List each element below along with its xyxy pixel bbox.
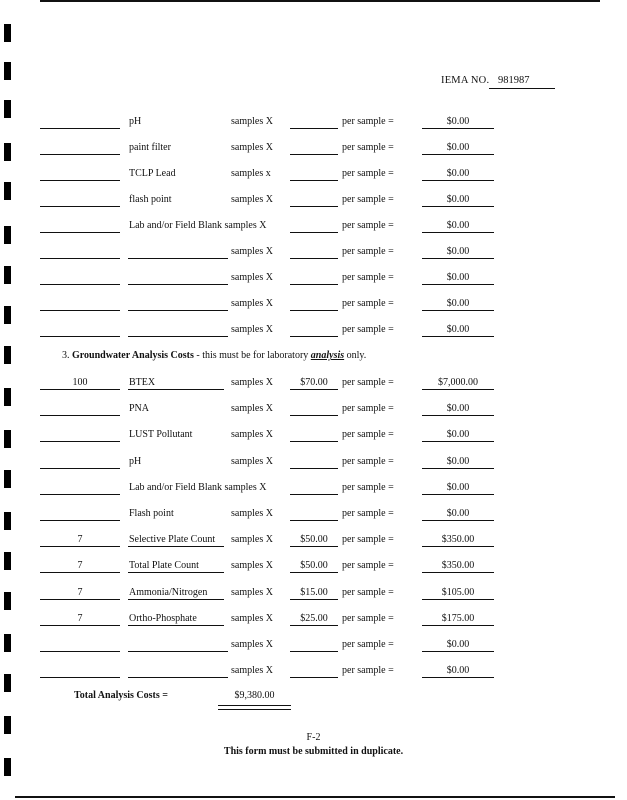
section-note: - this must be for laboratory [193, 350, 311, 361]
analysis-name: Lab and/or Field Blank samples X [129, 220, 267, 231]
margin-bar [4, 388, 11, 406]
margin-bar [4, 100, 11, 118]
per-sample-label: per sample = [342, 377, 394, 388]
analysis-name: paint filter [129, 142, 171, 153]
quantity-blank-line [40, 572, 120, 573]
samples-x-label: samples X [231, 508, 273, 519]
section-note-emphasis: analysis [310, 350, 345, 361]
row-cost: $350.00 [441, 534, 475, 546]
quantity-blank-line [40, 310, 120, 311]
cost-underline [422, 520, 494, 521]
quantity-blank-line [40, 128, 120, 129]
samples-x-label: samples X [231, 665, 273, 677]
cost-underline [422, 599, 494, 600]
rate-blank-line [290, 336, 338, 337]
quantity-blank-line [40, 651, 120, 652]
rate-per-sample: $50.00 [300, 560, 328, 572]
per-sample-label: per sample = [342, 508, 394, 519]
samples-x-label: samples X [231, 612, 273, 624]
analysis-name: TCLP Lead [129, 168, 176, 179]
analysis-underline [128, 546, 224, 547]
margin-bar [4, 24, 11, 42]
per-sample-label: per sample = [342, 194, 394, 205]
total-analysis-costs-label: Total Analysis Costs = [74, 690, 168, 701]
section-note-suffix: only. [344, 350, 367, 361]
analysis-blank-line [128, 284, 228, 285]
row-cost: $0.00 [446, 298, 470, 309]
analysis-name: Flash point [129, 508, 174, 519]
cost-underline [422, 468, 494, 469]
rate-blank-line [290, 310, 338, 311]
per-sample-label: per sample = [342, 142, 394, 153]
cost-underline [422, 284, 494, 285]
samples-x-label: samples X [231, 246, 273, 257]
cost-underline [422, 310, 494, 311]
cost-underline [422, 625, 494, 626]
per-sample-label: per sample = [342, 298, 394, 309]
per-sample-label: per sample = [342, 612, 394, 624]
cost-underline [422, 441, 494, 442]
rate-blank-line [290, 258, 338, 259]
rate-blank-line [290, 546, 338, 547]
rate-blank-line [290, 599, 338, 600]
quantity-blank-line [40, 389, 120, 390]
rate-blank-line [290, 520, 338, 521]
per-sample-label: per sample = [342, 560, 394, 572]
analysis-underline [128, 389, 224, 390]
row-cost: $0.00 [446, 142, 470, 153]
quantity-blank-line [40, 180, 120, 181]
analysis-name: Selective Plate Count [129, 534, 216, 546]
per-sample-label: per sample = [342, 586, 394, 598]
section-number: 3. [62, 350, 70, 361]
rate-per-sample: $15.00 [300, 586, 328, 598]
margin-bar [4, 512, 11, 530]
samples-x-label: samples X [231, 272, 273, 283]
rate-blank-line [290, 441, 338, 442]
total-underline-1 [218, 705, 291, 706]
margin-bar [4, 592, 11, 610]
samples-x-label: samples X [231, 194, 273, 205]
samples-x-label: samples X [231, 142, 273, 153]
per-sample-label: per sample = [342, 665, 394, 677]
samples-x-label: samples X [231, 455, 273, 467]
cost-underline [422, 206, 494, 207]
analysis-name: Ammonia/Nitrogen [129, 586, 208, 598]
rate-blank-line [290, 154, 338, 155]
row-cost: $0.00 [446, 508, 470, 519]
samples-x-label: samples X [231, 639, 273, 650]
rate-blank-line [290, 572, 338, 573]
total-analysis-costs-value: $9,380.00 [234, 690, 275, 701]
row-cost: $0.00 [446, 116, 470, 127]
cost-underline [422, 258, 494, 259]
ieam-number: 981987 [498, 75, 530, 86]
per-sample-label: per sample = [342, 220, 394, 231]
margin-bar [4, 552, 11, 570]
row-cost: $0.00 [446, 429, 470, 441]
rate-blank-line [290, 415, 338, 416]
quantity-blank-line [40, 677, 120, 678]
per-sample-label: per sample = [342, 246, 394, 257]
analysis-blank-line [128, 310, 228, 311]
cost-underline [422, 128, 494, 129]
cost-underline [422, 651, 494, 652]
margin-bar [4, 143, 11, 161]
rate-per-sample: $25.00 [300, 612, 328, 624]
per-sample-label: per sample = [342, 429, 394, 441]
row-cost: $0.00 [446, 194, 470, 205]
cost-underline [422, 494, 494, 495]
sample-quantity: 7 [77, 586, 83, 598]
sample-quantity: 7 [77, 560, 83, 572]
quantity-blank-line [40, 284, 120, 285]
row-cost: $7,000.00 [438, 377, 478, 388]
analysis-blank-line [128, 258, 228, 259]
rate-blank-line [290, 232, 338, 233]
row-cost: $0.00 [446, 403, 470, 415]
scan-edge-bottom [15, 796, 615, 798]
per-sample-label: per sample = [342, 455, 394, 467]
analysis-name: flash point [129, 194, 172, 205]
rate-blank-line [290, 284, 338, 285]
margin-bar [4, 306, 11, 324]
samples-x-label: samples x [231, 168, 271, 179]
rate-blank-line [290, 677, 338, 678]
duplicate-note: This form must be submitted in duplicate. [223, 746, 404, 757]
row-cost: $0.00 [446, 272, 470, 283]
margin-bar [4, 430, 11, 448]
margin-bar [4, 758, 11, 776]
margin-bar [4, 62, 11, 80]
rate-blank-line [290, 206, 338, 207]
margin-bar [4, 674, 11, 692]
margin-bar [4, 634, 11, 652]
rate-blank-line [290, 468, 338, 469]
per-sample-label: per sample = [342, 272, 394, 283]
row-cost: $0.00 [446, 324, 470, 335]
quantity-blank-line [40, 206, 120, 207]
margin-bar [4, 346, 11, 364]
analysis-underline [128, 572, 224, 573]
row-cost: $175.00 [441, 612, 475, 624]
samples-x-label: samples X [231, 298, 273, 309]
samples-x-label: samples X [231, 116, 273, 127]
quantity-blank-line [40, 258, 120, 259]
analysis-underline [128, 599, 224, 600]
per-sample-label: per sample = [342, 324, 394, 335]
analysis-name: Lab and/or Field Blank samples X [129, 481, 267, 493]
quantity-blank-line [40, 154, 120, 155]
analysis-blank-line [128, 677, 228, 678]
rate-blank-line [290, 128, 338, 129]
sample-quantity: 7 [77, 612, 83, 624]
quantity-blank-line [40, 336, 120, 337]
quantity-blank-line [40, 546, 120, 547]
cost-underline [422, 546, 494, 547]
analysis-blank-line [128, 336, 228, 337]
samples-x-label: samples X [231, 560, 273, 572]
per-sample-label: per sample = [342, 639, 394, 650]
analysis-name: pH [129, 455, 142, 467]
samples-x-label: samples X [231, 586, 273, 598]
quantity-blank-line [40, 625, 120, 626]
page-number: F-2 [306, 732, 321, 743]
per-sample-label: per sample = [342, 534, 394, 546]
row-cost: $0.00 [446, 665, 470, 677]
cost-underline [422, 415, 494, 416]
analysis-name: Total Plate Count [129, 560, 199, 572]
quantity-blank-line [40, 415, 120, 416]
rate-blank-line [290, 625, 338, 626]
samples-x-label: samples X [231, 534, 273, 546]
margin-bar [4, 470, 11, 488]
sample-quantity: 100 [72, 377, 88, 388]
cost-underline [422, 232, 494, 233]
rate-blank-line [290, 651, 338, 652]
ieam-label: IEMA NO. [441, 75, 490, 86]
per-sample-label: per sample = [342, 481, 394, 493]
quantity-blank-line [40, 232, 120, 233]
analysis-name: PNA [129, 403, 150, 415]
cost-underline [422, 389, 494, 390]
per-sample-label: per sample = [342, 403, 394, 415]
analysis-name: Ortho-Phosphate [129, 612, 197, 624]
cost-underline [422, 154, 494, 155]
analysis-underline [128, 625, 224, 626]
rate-per-sample: $70.00 [300, 377, 328, 388]
per-sample-label: per sample = [342, 168, 394, 179]
rate-per-sample: $50.00 [300, 534, 328, 546]
cost-underline [422, 572, 494, 573]
row-cost: $105.00 [441, 586, 475, 598]
cost-underline [422, 677, 494, 678]
quantity-blank-line [40, 494, 120, 495]
rate-blank-line [290, 180, 338, 181]
per-sample-label: per sample = [342, 116, 394, 127]
row-cost: $0.00 [446, 168, 470, 179]
quantity-blank-line [40, 599, 120, 600]
margin-bar [4, 266, 11, 284]
row-cost: $0.00 [446, 639, 470, 650]
margin-bar [4, 226, 11, 244]
row-cost: $0.00 [446, 455, 470, 467]
quantity-blank-line [40, 520, 120, 521]
row-cost: $350.00 [441, 560, 475, 572]
margin-bar [4, 182, 11, 200]
sample-quantity: 7 [77, 534, 83, 546]
quantity-blank-line [40, 468, 120, 469]
ieam-underline [489, 88, 555, 89]
section-title: Groundwater Analysis Costs [72, 350, 194, 361]
rate-blank-line [290, 494, 338, 495]
analysis-blank-line [128, 651, 228, 652]
row-cost: $0.00 [446, 220, 470, 231]
analysis-name: BTEX [129, 377, 156, 388]
analysis-name: pH [129, 116, 142, 127]
cost-underline [422, 180, 494, 181]
samples-x-label: samples X [231, 377, 273, 388]
samples-x-label: samples X [231, 429, 273, 441]
samples-x-label: samples X [231, 403, 273, 415]
cost-underline [422, 336, 494, 337]
samples-x-label: samples X [231, 324, 273, 335]
row-cost: $0.00 [446, 481, 470, 493]
total-underline-2 [218, 709, 291, 710]
analysis-name: LUST Pollutant [129, 429, 193, 441]
rate-blank-line [290, 389, 338, 390]
quantity-blank-line [40, 441, 120, 442]
scan-edge-top [40, 0, 600, 2]
row-cost: $0.00 [446, 246, 470, 257]
section-3-heading [62, 350, 366, 361]
